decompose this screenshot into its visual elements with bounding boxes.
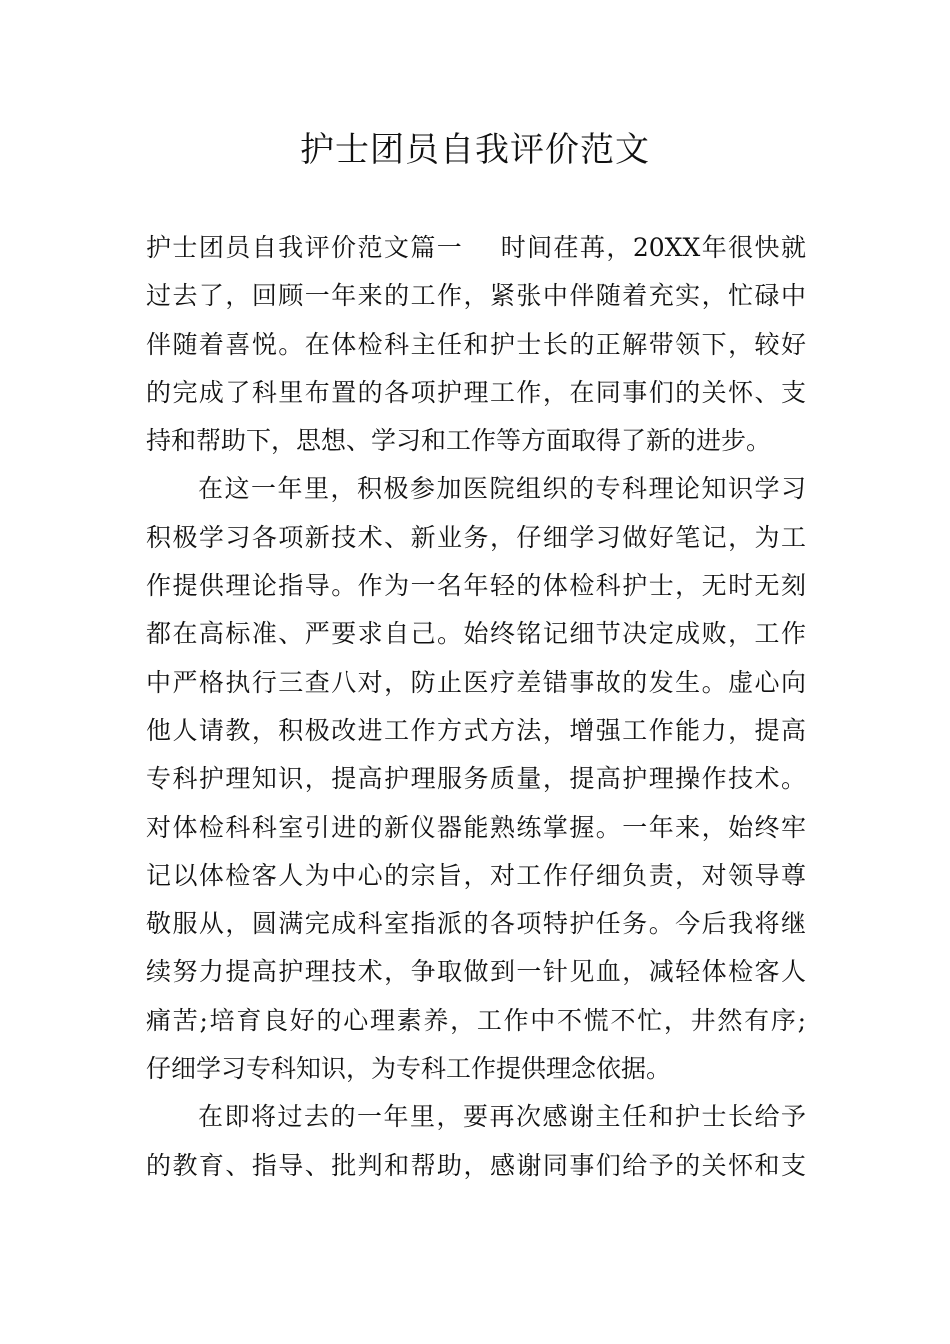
text-line: 仔细学习专科知识，为专科工作提供理念依据。 bbox=[146, 1054, 672, 1084]
text-line: 他人请教，积极改进工作方式方法，增强工作能力，提高 bbox=[146, 715, 806, 745]
text-line: 敬服从，圆满完成科室指派的各项特护任务。今后我将继 bbox=[146, 909, 806, 939]
text-line: 作提供理论指导。作为一名年轻的体检科护士，无时无刻 bbox=[146, 571, 806, 601]
text-line: 续努力提高护理技术，争取做到一针见血，减轻体检客人 bbox=[146, 957, 806, 987]
text-line: 伴随着喜悦。在体检科主任和护士长的正解带领下，较好 bbox=[146, 329, 806, 359]
text-line: 积极学习各项新技术、新业务，仔细学习做好笔记，为工 bbox=[146, 522, 806, 552]
document-body bbox=[146, 224, 806, 1190]
text-line: 的完成了科里布置的各项护理工作，在同事们的关怀、支 bbox=[146, 377, 806, 407]
text-line: 都在高标准、严要求自己。始终铭记细节决定成败，工作 bbox=[146, 619, 806, 649]
text-line: 对体检科科室引进的新仪器能熟练掌握。一年来，始终牢 bbox=[146, 812, 806, 842]
text-line: 持和帮助下，思想、学习和工作等方面取得了新的进步。 bbox=[146, 426, 772, 456]
text-line: 护士团员自我评价范文篇一 时间荏苒，20XX年很快就 bbox=[146, 233, 806, 262]
document-title: 护士团员自我评价范文 bbox=[300, 130, 650, 170]
text-line: 在即将过去的一年里，要再次感谢主任和护士长给予 bbox=[198, 1102, 806, 1132]
text-line: 的教育、指导、批判和帮助，感谢同事们给予的关怀和支 bbox=[146, 1150, 806, 1180]
text-line: 痛苦;培育良好的心理素养，工作中不慌不忙，井然有序; bbox=[146, 1005, 806, 1035]
text-line: 记以体检客人为中心的宗旨，对工作仔细负责，对领导尊 bbox=[146, 860, 806, 890]
text-line: 在这一年里，积极参加医院组织的专科理论知识学习 bbox=[198, 474, 806, 504]
text-line: 专科护理知识，提高护理服务质量，提高护理操作技术。 bbox=[146, 764, 806, 794]
text-line: 过去了，回顾一年来的工作，紧张中伴随着充实，忙碌中 bbox=[146, 281, 806, 311]
text-line: 中严格执行三查八对，防止医疗差错事故的发生。虚心向 bbox=[146, 667, 806, 697]
